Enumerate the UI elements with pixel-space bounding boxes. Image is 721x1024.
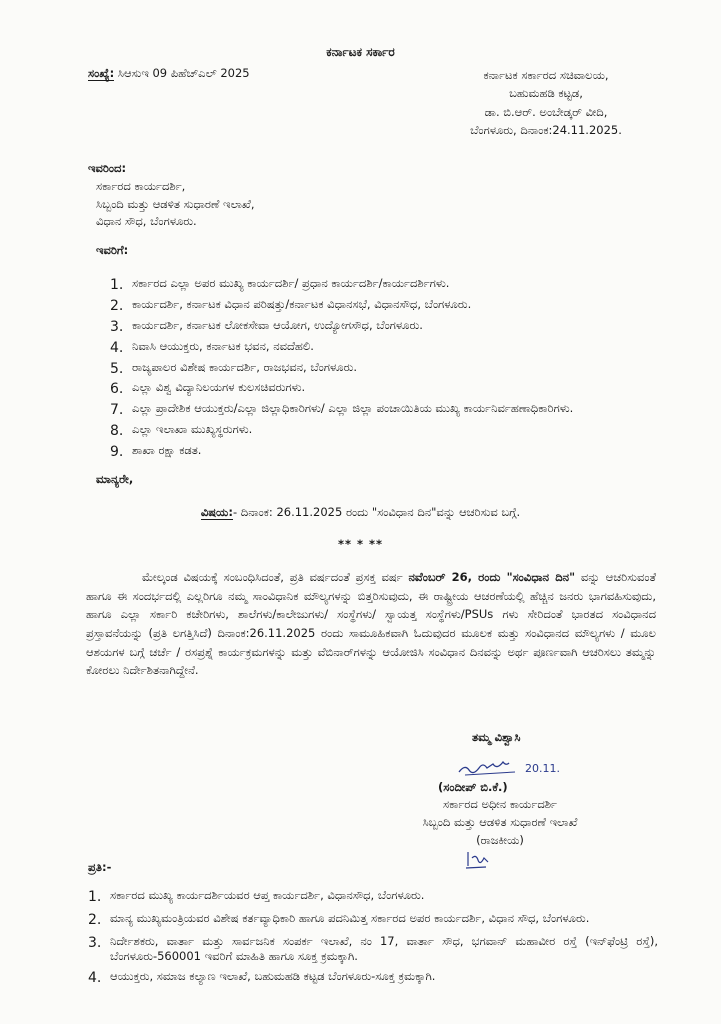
subject-label: ವಿಷಯ: <box>200 505 233 519</box>
to-heading: ಇವರಿಗೆ: <box>96 243 129 257</box>
list-item: 8. ಎಲ್ಲಾ ಇಲಾಖಾ ಮುಖ್ಯಸ್ಥರುಗಳು. <box>110 422 253 440</box>
signatory-designation: ಸರ್ಕಾರದ ಅಧೀನ ಕಾರ್ಯದರ್ಶಿ ಸಿಬ್ಬಂದಿ ಮತ್ತು ಆಡಳಿತ ಸುಧಾರಣೆ ಇಲಾಖೆ (ರಾಜಕೀಯ) <box>422 797 578 847</box>
list-item: 1. ಸರ್ಕಾರದ ಎಲ್ಲಾ ಅಪರ ಮುಖ್ಯ ಕಾರ್ಯದರ್ಶಿ/ ಪ್ರಧಾನ ಕಾರ್ಯದರ್ಶಿ/ಕಾರ್ಯದರ್ಶಿಗಳು. <box>110 276 450 293</box>
from-line: ವಿಧಾನ ಸೌಧ, ಬೆಂಗಳೂರು. <box>96 214 197 229</box>
copy-heading: ಪ್ರತಿ:- <box>88 860 112 874</box>
signatory-name: (ಸಂದೀಪ್ ಬಿ.ಕೆ.) <box>438 780 508 794</box>
salutation: ಮಾನ್ಯರೇ, <box>96 472 134 486</box>
address-line: ಕರ್ನಾಟಕ ಸರ್ಕಾರದ ಸಚಿವಾಲಯ, <box>483 68 609 82</box>
subject-line <box>0 505 721 521</box>
reference-number <box>88 66 250 82</box>
copy-list <box>88 888 658 992</box>
from-block <box>88 160 254 231</box>
sender-address <box>431 66 661 140</box>
separator: ** * ** <box>337 537 384 551</box>
body-paragraph: ಮೇಲ್ಕಂಡ ವಿಷಯಕ್ಕೆ ಸಂಬಂಧಿಸಿದಂತೆ, ಪ್ರತಿ ವರ್ಷದಂತೆ ಪ್ರಸಕ್ತ ವರ್ಷ ನವೆಂಬರ್ 26, ರಂದು "ಸಂವಿಧಾನ ದಿನ" ವನ್ನು ಆಚರಿಸುವಂತೆ ಹಾಗೂ ಈ ಸಂದರ್ಭದಲ್ಲಿ ಎಲ್ಲರಿಗೂ ನಮ್ಮ ಸಾಂವಿಧಾನಿಕ ಮೌಲ್ಯಗಳನ್ನು ಬಿತ್ತರಿಸುವುದು, ಈ ರಾಷ್ಟ್ರೀಯ ಆಚರಣೆಯಲ್ಲಿ ಹೆಚ್ಚಿನ ಜನರು ಭಾಗವಹಿಸುವುದು, ಹಾಗೂ ಎಲ್ಲಾ ಸರ್ಕಾರಿ ಕಚೇರಿಗಳು, ಶಾಲೆಗಳು/ಕಾಲೇಜುಗಳು/ ಸಂಸ್ಥೆಗಳು/ ಸ್ವಾಯತ್ತ ಸಂಸ್ಥೆಗಳು/PSUs ಗಳು ಸೇರಿದಂತೆ ಭಾರತದ ಸಂವಿಧಾನದ ಪ್ರಸ್ತಾವನೆಯನ್ನು (ಪ್ರತಿ ಲಗತ್ತಿಸಿದೆ) ದಿನಾಂಕ:26.11.2025 ರಂದು ಸಾಮೂಹಿಕವಾಗಿ ಓದುವುದರ ಮೂಲಕ ಮತ್ತು ಸಂವಿಧಾನದ ಮೌಲ್ಯಗಳು / ಮೂಲ ಆಶಯಗಳ ಬಗ್ಗೆ ಚರ್ಚೆ / ರಸಪ್ರಶ್ನೆ ಕಾರ್ಯಕ್ರಮಗಳನ್ನು ಮತ್ತು ವೆಬಿನಾರ್‌ಗಳನ್ನು ಆಯೋಜಿಸಿ ಸಂವಿಧಾನ ದಿನವನ್ನು ಅರ್ಥ ಪೂರ್ಣವಾಗಿ ಆಚರಿಸಲು ತಮ್ಮನ್ನು ಕೋರಲು ನಿರ್ದೇಶಿತನಾಗಿದ್ದೇನೆ. <box>86 570 656 678</box>
address-line: ಬಹುಮಹಡಿ ಕಟ್ಟಡ, <box>509 86 583 101</box>
list-item: 7. ಎಲ್ಲಾ ಪ್ರಾದೇಶಿಕ ಆಯುಕ್ತರು/ಎಲ್ಲಾ ಜಿಲ್ಲಾಧಿಕಾರಿಗಳು/ ಎಲ್ಲಾ ಜಿಲ್ಲಾ ಪಂಚಾಯಿತಿಯ ಮುಖ್ಯ ಕಾರ್ಯನಿರ್ವಹಣಾಧಿಕಾರಿಗಳು. <box>110 401 574 419</box>
list-item: 4. ಆಯುಕ್ತರು, ಸಮಾಜ ಕಲ್ಯಾಣ ಇಲಾಖೆ, ಬಹುಮಹಡಿ ಕಟ್ಟಡ ಬೆಂಗಳೂರು-ಸೂಕ್ತ ಕ್ರಮಕ್ಕಾಗಿ. <box>88 968 436 986</box>
page-title: ಕರ್ನಾಟಕ ಸರ್ಕಾರ <box>326 45 395 59</box>
initials-icon <box>464 848 494 870</box>
list-item: 1. ಸರ್ಕಾರದ ಮುಖ್ಯ ಕಾರ್ಯದರ್ಶಿಯವರ ಆಪ್ತ ಕಾರ್ಯದರ್ಶಿ, ವಿಧಾನಸೌಧ, ಬೆಂಗಳೂರು. <box>88 888 425 905</box>
from-heading: ಇವರಿಂದ: <box>88 161 127 175</box>
list-item: 2. ಕಾರ್ಯದರ್ಶಿ, ಕರ್ನಾಟಕ ವಿಧಾನ ಪರಿಷತ್ತು/ಕರ್ನಾಟಕ ವಿಧಾನಸಭೆ, ವಿಧಾನಸೌಧ, ಬೆಂಗಳೂರು. <box>110 296 472 314</box>
list-item: 3. ನಿರ್ದೇಶಕರು, ವಾರ್ತಾ ಮತ್ತು ಸಾರ್ವಜನಿಕ ಸಂಪರ್ಕ ಇಲಾಖೆ, ನಂ 17, ವಾರ್ತಾ ಸೌಧ, ಭಗವಾನ್ ಮಹಾವೀರ ರಸ್ತೆ (ಇನ್‌ಫೆಂಟ್ರಿ ರಸ್ತೆ), ಬೆಂಗಳೂರು-560001 ಇವರಿಗೆ ಮಾಹಿತಿ ಹಾಗೂ ಸೂಕ್ತ ಕ್ರಮಕ್ಕಾಗಿ. <box>88 933 658 964</box>
list-item: 6. ಎಲ್ಲಾ ವಿಶ್ವ ವಿದ್ಯಾನಿಲಯಗಳ ಕುಲಸಚಿವರುಗಳು. <box>110 380 306 398</box>
list-item: 5. ರಾಜ್ಯಪಾಲರ ವಿಶೇಷ ಕಾರ್ಯದರ್ಶಿ, ರಾಜಭವನ, ಬೆಂಗಳೂರು. <box>110 359 357 377</box>
from-line: ಸಿಬ್ಬಂದಿ ಮತ್ತು ಆಡಳಿತ ಸುಧಾರಣೆ ಇಲಾಖೆ, <box>96 196 255 211</box>
list-item: 3. ಕಾರ್ಯದರ್ಶಿ, ಕರ್ನಾಟಕ ಲೋಕಸೇವಾ ಆಯೋಗ, ಉದ್ಯೋಗಸೌಧ, ಬೆಂಗಳೂರು. <box>110 317 423 335</box>
recipient-list <box>110 276 650 464</box>
initials-mark <box>464 848 494 875</box>
address-line: ಡಾ. ಬಿ.ಆರ್. ಅಂಬೇಡ್ಕರ್ ವೀದಿ, <box>484 104 608 119</box>
subject-text: - ದಿನಾಂಕ: 26.11.2025 ರಂದು "ಸಂವಿಧಾನ ದಿನ"ವನ್ನು ಆಚರಿಸುವ ಬಗ್ಗೆ. <box>232 505 521 519</box>
address-line: ಬೆಂಗಳೂರು, ದಿನಾಂಕ:24.11.2025. <box>470 123 622 138</box>
highlight-date: ನವೆಂಬರ್ 26, ರಂದು "ಸಂವಿಧಾನ ದಿನ" <box>408 570 576 584</box>
list-item: 4. ನಿವಾಸಿ ಆಯುಕ್ತರು, ಕರ್ನಾಟಕ ಭವನ, ನವದೆಹಲಿ. <box>110 338 314 356</box>
reference-value: ಸಿಆಸುಇ 09 ಪಿಹೆಚ್‌ಎಲ್ 2025 <box>117 66 250 80</box>
from-line: ಸರ್ಕಾರದ ಕಾರ್ಯದರ್ಶಿ, <box>96 178 186 193</box>
reference-label: ಸಂಖ್ಯೆ: <box>88 66 115 80</box>
closing-yours: ತಮ್ಮ ವಿಶ್ವಾಸಿ <box>472 730 521 744</box>
list-item: 9. ಶಾಖಾ ರಕ್ಷಾ ಕಡತ. <box>110 443 202 461</box>
signature-icon <box>455 756 575 782</box>
list-item: 2. ಮಾನ್ಯ ಮುಖ್ಯಮಂತ್ರಿಯವರ ವಿಶೇಷ ಕರ್ತವ್ಯಾಧಿಕಾರಿ ಹಾಗೂ ಪದನಿಮಿತ್ತ ಸರ್ಕಾರದ ಅಪರ ಕಾರ್ಯದರ್ಶಿ, ವಿಧಾನ ಸೌಧ, ಬೆಂಗಳೂರು. <box>88 910 590 928</box>
signature-date: 20.11. <box>525 762 560 775</box>
